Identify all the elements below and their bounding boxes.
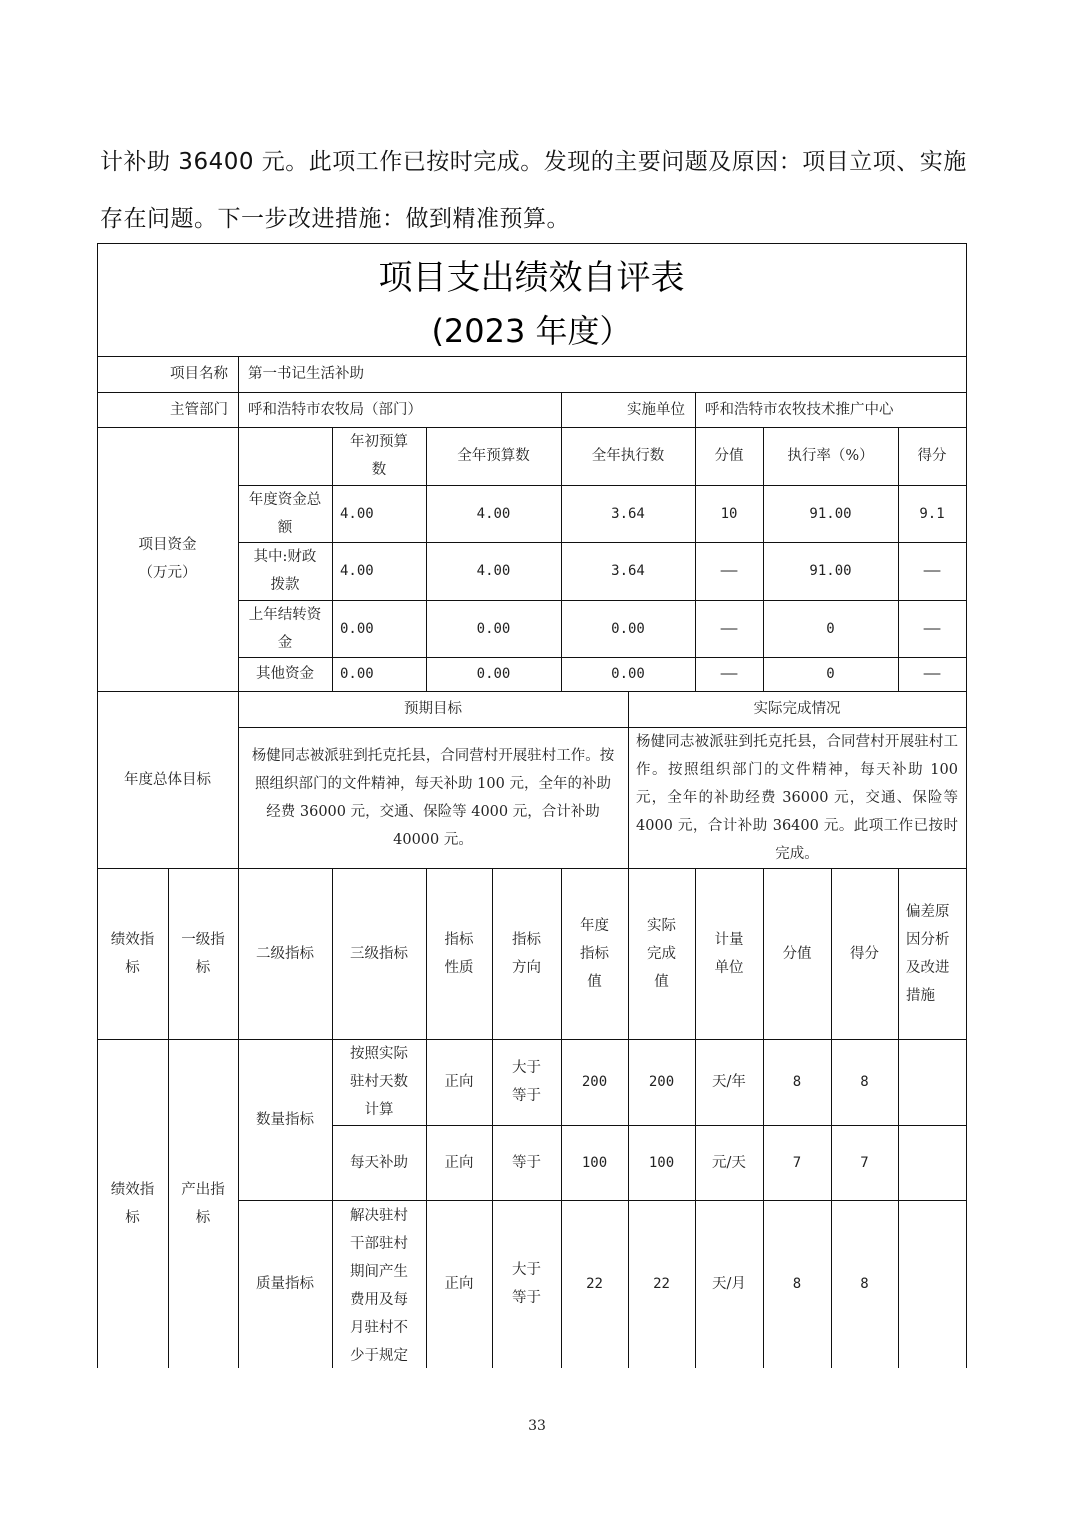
funds-annual-budget: 4.00 bbox=[476, 505, 511, 522]
funds-label-line1: 项目资金 bbox=[138, 537, 197, 553]
deviation-analysis bbox=[898, 1125, 966, 1200]
dept-label: 主管部门 bbox=[170, 401, 228, 418]
indicator-score: 7 bbox=[860, 1154, 869, 1171]
indicator-nature: 正向 bbox=[444, 1154, 474, 1171]
funds-initial-budget: 0.00 bbox=[340, 666, 374, 682]
funds-score-value: 10 bbox=[720, 505, 738, 522]
intro-line-1: 计补助 36400 元。此项工作已按时完成。发现的主要问题及原因：项目立项、实施 bbox=[100, 149, 967, 175]
page-number: 33 bbox=[528, 1418, 546, 1434]
funds-label-line2: （万元） bbox=[138, 565, 197, 581]
level3-indicator: 按照实际驻村天数计算 bbox=[350, 1046, 408, 1118]
funds-executed: 0.00 bbox=[611, 620, 645, 637]
funds-execution-rate: 0 bbox=[826, 666, 835, 682]
funds-execution-rate: 0 bbox=[826, 620, 835, 637]
funds-execution-rate: 91.00 bbox=[809, 563, 852, 579]
project-name-value: 第一书记生活补助 bbox=[248, 366, 364, 382]
project-name-label: 项目名称 bbox=[170, 366, 228, 382]
indicator-header-4: 三级指标 bbox=[350, 945, 408, 962]
indicator-header-5: 指标性质 bbox=[444, 931, 474, 976]
funds-execution-rate: 91.00 bbox=[809, 505, 852, 522]
indicator-direction: 等于 bbox=[512, 1154, 541, 1171]
indicator-header-3: 二级指标 bbox=[256, 945, 314, 962]
actual-value: 22 bbox=[653, 1276, 670, 1292]
level3-indicator: 解决驻村干部驻村期间产生费用及每月驻村不少于规定 bbox=[350, 1208, 408, 1364]
intro-line-2: 存在问题。下一步改进措施：做到精准预算。 bbox=[100, 206, 570, 232]
annual-target-value: 100 bbox=[581, 1154, 608, 1171]
annual-target-value: 22 bbox=[586, 1276, 603, 1292]
indicator-header-7: 年度指标值 bbox=[580, 917, 609, 990]
impl-unit-label: 实施单位 bbox=[627, 401, 685, 418]
measurement-unit: 天/月 bbox=[712, 1276, 746, 1292]
indicator-score-value: 8 bbox=[792, 1276, 802, 1292]
indicator-header-10: 分值 bbox=[782, 945, 812, 962]
funds-score: 9.1 bbox=[919, 505, 945, 522]
indicator-score-value: 7 bbox=[792, 1154, 802, 1171]
indicator-header-6: 指标方向 bbox=[512, 931, 541, 976]
annual-target-value: 200 bbox=[581, 1074, 608, 1090]
deviation-analysis bbox=[898, 1200, 966, 1368]
level1-indicator-label: 产出指标 bbox=[181, 1181, 225, 1226]
expected-goal-header: 预期目标 bbox=[404, 701, 462, 717]
funds-executed: 0.00 bbox=[611, 666, 645, 682]
indicator-nature: 正向 bbox=[444, 1074, 474, 1090]
funds-annual-budget: 4.00 bbox=[476, 563, 511, 579]
indicator-header-8: 实际完成值 bbox=[647, 917, 676, 990]
funds-annual-budget: 0.00 bbox=[476, 620, 511, 637]
funds-executed: 3.64 bbox=[611, 563, 645, 579]
indicator-direction: 大于等于 bbox=[512, 1060, 541, 1104]
indicator-score-value: 8 bbox=[792, 1074, 802, 1090]
table-title: 项目支出绩效自评表 bbox=[378, 258, 685, 298]
performance-indicator-group-label: 绩效指标 bbox=[110, 1181, 155, 1226]
funds-initial-budget: 0.00 bbox=[340, 620, 374, 637]
funds-score: —— bbox=[923, 620, 941, 637]
funds-row-label: 其他资金 bbox=[256, 666, 314, 682]
funds-header-executed: 全年执行数 bbox=[591, 448, 665, 464]
indicator-header-11: 得分 bbox=[850, 945, 879, 962]
indicator-nature: 正向 bbox=[444, 1276, 474, 1292]
indicator-header-2: 一级指标 bbox=[181, 931, 225, 976]
measurement-unit: 元/天 bbox=[712, 1154, 746, 1171]
funds-header-rate: 执行率（%） bbox=[787, 448, 874, 464]
level2-quality-indicator: 质量指标 bbox=[256, 1276, 314, 1292]
indicator-score: 8 bbox=[860, 1276, 869, 1292]
level3-indicator: 每天补助 bbox=[350, 1154, 408, 1171]
expected-goal-text: 杨健同志被派驻到托克托县，合同营村开展驻村工作。按照组织部门的文件精神，每天补助 100 元，全年的补助经费 36000 元，交通、保险等 4000 元，合计补助 40000 元。 bbox=[251, 747, 615, 848]
funds-initial-budget: 4.00 bbox=[340, 563, 374, 579]
funds-score-value: —— bbox=[720, 620, 738, 637]
indicator-header-12: 偏差原因分析及改进措施 bbox=[906, 903, 950, 1004]
funds-score: —— bbox=[923, 563, 941, 579]
funds-score: —— bbox=[923, 666, 941, 682]
funds-header-initial: 年初预算数 bbox=[350, 434, 408, 478]
funds-label bbox=[97, 427, 238, 691]
indicator-header-9: 计量单位 bbox=[714, 931, 744, 976]
actual-completion-text: 杨健同志被派驻到托克托县，合同营村开展驻村工作。按照组织部门的文件精神，每天补助 100 元，全年的补助经费 36000 元，交通、保险等 4000 元，合计补助 36400 元。此项工作已按时完成。 bbox=[636, 733, 958, 862]
funds-header-annual: 全年预算数 bbox=[457, 448, 530, 464]
funds-row-label: 年度资金总额 bbox=[248, 491, 322, 536]
actual-value: 100 bbox=[648, 1154, 675, 1171]
funds-row-label: 上年结转资金 bbox=[248, 606, 322, 651]
funds-score-value: —— bbox=[720, 666, 738, 682]
funds-header-score-value: 分值 bbox=[714, 448, 744, 464]
level2-quantity-indicator: 数量指标 bbox=[256, 1111, 314, 1128]
annual-goal-label: 年度总体目标 bbox=[124, 771, 211, 788]
measurement-unit: 天/年 bbox=[712, 1074, 746, 1090]
funds-header-score: 得分 bbox=[917, 448, 947, 464]
funds-annual-budget: 0.00 bbox=[476, 666, 511, 682]
indicator-header-1: 绩效指标 bbox=[110, 931, 155, 976]
funds-initial-budget: 4.00 bbox=[340, 505, 374, 522]
deviation-analysis bbox=[898, 1039, 966, 1125]
actual-value: 200 bbox=[648, 1074, 675, 1090]
funds-row-label: 其中:财政拨款 bbox=[253, 549, 317, 593]
actual-completion-header: 实际完成情况 bbox=[753, 701, 841, 717]
impl-unit-value: 呼和浩特市农牧技术推广中心 bbox=[705, 401, 894, 418]
indicator-score: 8 bbox=[860, 1074, 869, 1090]
indicator-direction: 大于等于 bbox=[512, 1262, 541, 1306]
funds-executed: 3.64 bbox=[611, 505, 645, 522]
funds-score-value: —— bbox=[720, 563, 738, 579]
dept-value: 呼和浩特市农牧局（部门） bbox=[248, 401, 422, 418]
table-subtitle: (2023 年度） bbox=[431, 312, 632, 350]
